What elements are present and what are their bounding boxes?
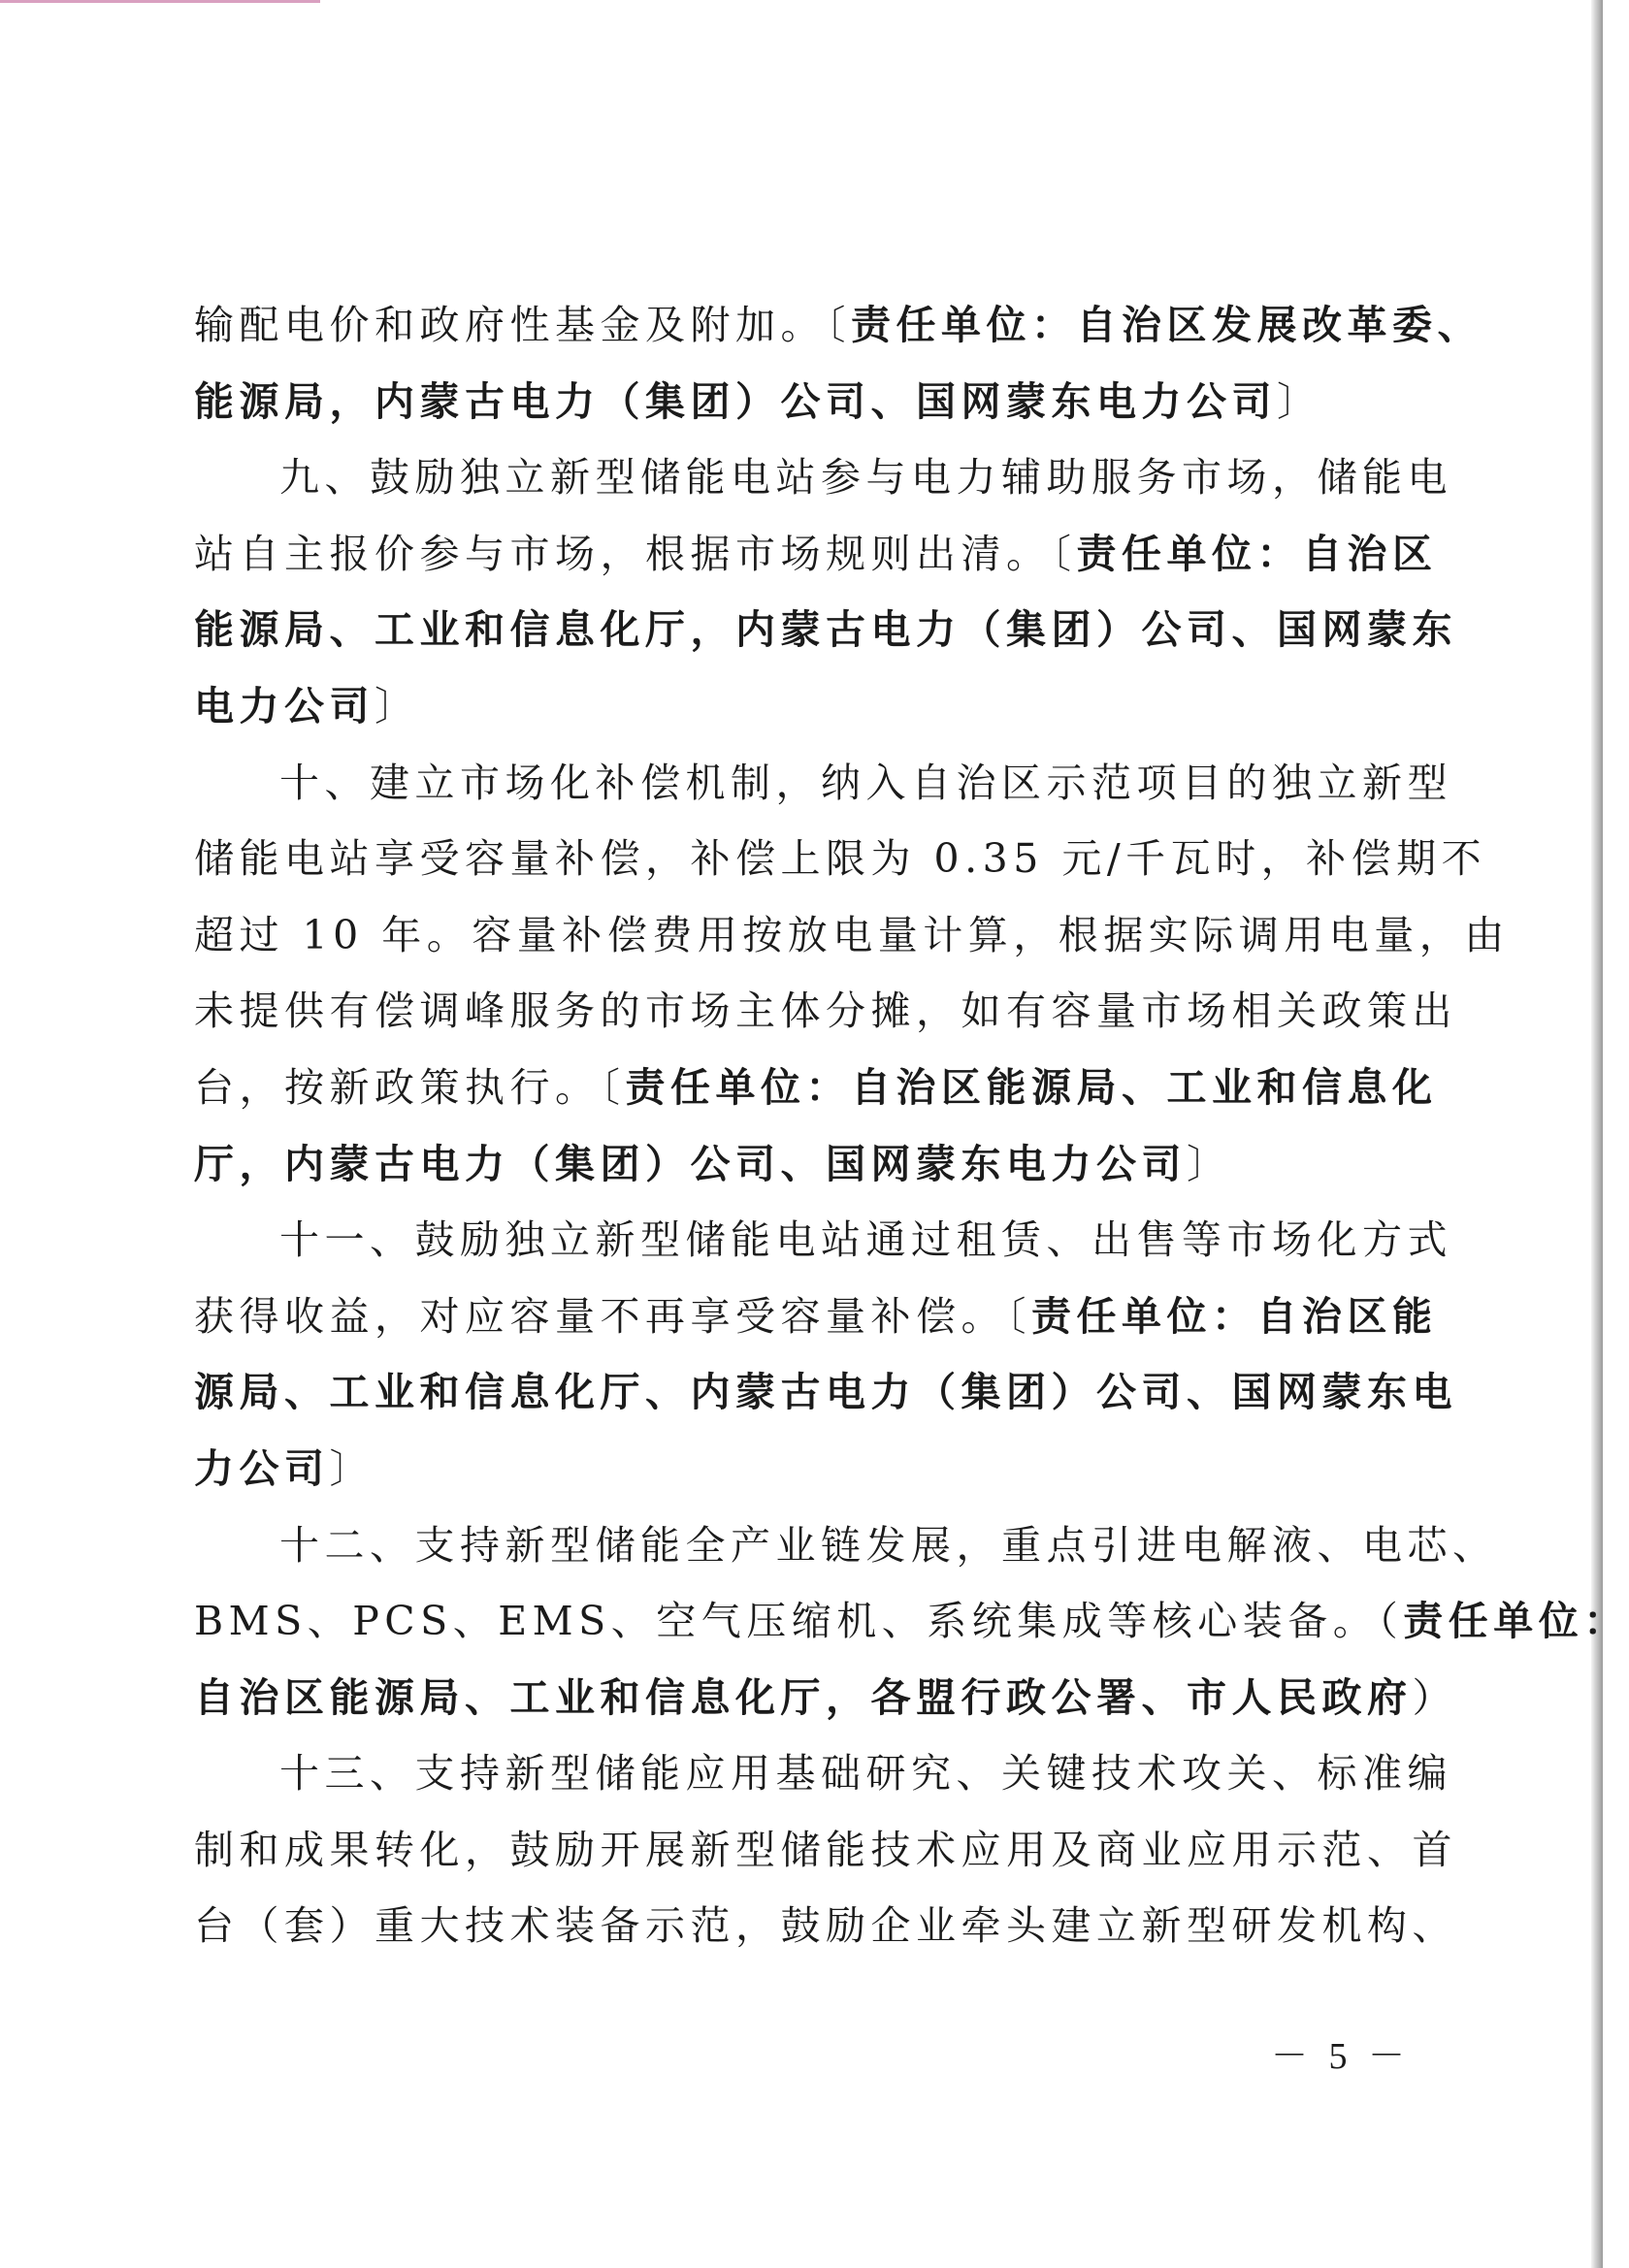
text-line: 储能电站享受容量补偿，补偿上限为 0.35 元/千瓦时，补偿期不 (194, 835, 1487, 883)
text-line: 台（套）重大技术装备示范，鼓励企业牵头建立新型研发机构、 (194, 1902, 1457, 1950)
paragraph-start-11: 十一、鼓励独立新型储能电站通过租赁、出售等市场化方式 (279, 1216, 1452, 1264)
text-line: 未提供有偿调峰服务的市场主体分摊，如有容量市场相关政策出 (194, 988, 1457, 1035)
text-line: 电力公司〕 (194, 682, 420, 729)
text-line: 力公司〕 (194, 1444, 375, 1492)
paragraph-start-9: 九、鼓励独立新型储能电站参与电力辅助服务市场，储能电 (279, 454, 1452, 502)
scan-artifact-top (0, 0, 320, 3)
document-body (194, 287, 1629, 1964)
paragraph-start-10: 十、建立市场化补偿机制，纳入自治区示范项目的独立新型 (279, 759, 1452, 806)
text-line: 自治区能源局、工业和信息化厅，各盟行政公署、市人民政府） (194, 1673, 1457, 1721)
text-line: 台，按新政策执行。〔责任单位：自治区能源局、工业和信息化 (194, 1063, 1438, 1111)
text-line: 能源局、工业和信息化厅，内蒙古电力（集团）公司、国网蒙东 (194, 606, 1457, 654)
text-line: BMS、PCS、EMS、空气压缩机、系统集成等核心装备。（责任单位： (194, 1598, 1629, 1645)
text-line: 超过 10 年。容量补偿费用按放电量计算，根据实际调用电量，由 (194, 911, 1510, 958)
text-line: 源局、工业和信息化厅、内蒙古电力（集团）公司、国网蒙东电 (194, 1369, 1457, 1416)
page-number: － 5 － (1271, 2036, 1412, 2077)
paragraph-start-13: 十三、支持新型储能应用基础研究、关键技术攻关、标准编 (279, 1750, 1452, 1798)
text-line: 输配电价和政府性基金及附加。〔责任单位：自治区发展改革委、 (194, 302, 1482, 348)
text-line: 厅，内蒙古电力（集团）公司、国网蒙东电力公司〕 (194, 1140, 1232, 1187)
paragraph-start-12: 十二、支持新型储能全产业链发展，重点引进电解液、电芯、 (279, 1521, 1498, 1569)
text-line: 能源局，内蒙古电力（集团）公司、国网蒙东电力公司〕 (194, 377, 1322, 425)
text-line: 制和成果转化，鼓励开展新型储能技术应用及商业应用示范、首 (194, 1826, 1457, 1873)
text-line: 获得收益，对应容量不再享受容量补偿。〔责任单位：自治区能 (194, 1292, 1438, 1340)
text-line: 站自主报价参与市场，根据市场规则出清。〔责任单位：自治区 (194, 530, 1438, 577)
scan-edge-shadow (1591, 0, 1603, 2268)
